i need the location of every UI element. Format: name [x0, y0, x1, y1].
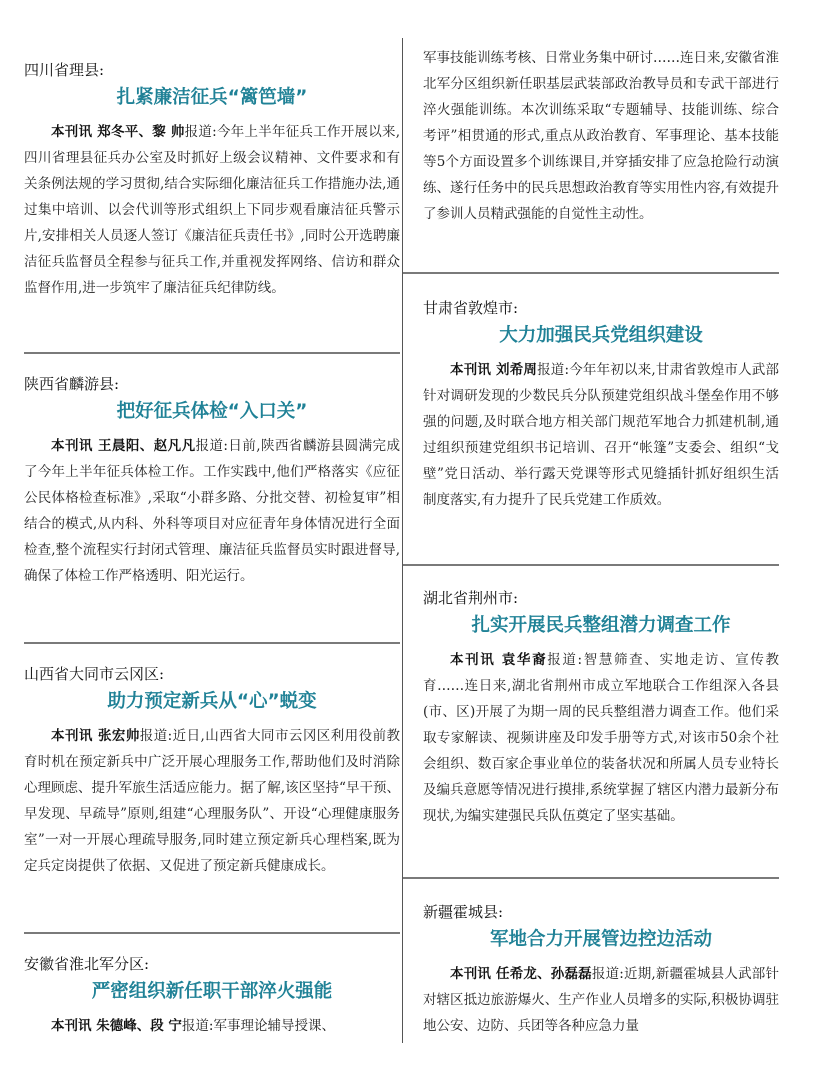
- article-body: [423, 45, 779, 227]
- article-yungang: [24, 664, 400, 879]
- article-body: [24, 433, 400, 589]
- article-body: [423, 961, 779, 1039]
- article-linyou: [24, 374, 400, 589]
- article-text: 报道:今年年初以来,甘肃省敦煌市人武部针对调研发现的少数民兵分队预建党组织战斗堡垒作用不够强的问题,及时联合地方相关部门规范军地合力抓建机制,通过组织预建党组织书记培训、召开“帐篷”支委会、组织“戈壁”党日活动、举行露天党课等形式见缝插针抓好组织生活制度落实,有力提升了民兵党建工作质效。: [423, 362, 779, 508]
- article-headline: 把好征兵体检“入口关”: [116, 401, 308, 422]
- section-divider: [24, 932, 400, 934]
- region-label: 甘肃省敦煌市:: [423, 299, 519, 317]
- article-byline: 本刊讯 刘希周: [450, 362, 538, 378]
- article-headline: 军地合力开展管边控边活动: [489, 929, 712, 950]
- article-byline: 本刊讯 张宏帅: [51, 728, 140, 744]
- article-text: 报道:今年上半年征兵工作开展以来,四川省理县征兵办公室及时抓好上级会议精神、文件要求和有关条例法规的学习贯彻,结合实际细化廉洁征兵工作措施办法,通过集中培训、以会代训等形式组织上下同步观看廉洁征兵警示片,安排相关人员逐人签订《廉洁征兵责任书》,同时公开选聘廉洁征兵监督员全程参与征兵工作,并重视发挥网络、信访和群众监督作用,进一步筑牢了廉洁征兵纪律防线。: [24, 124, 400, 296]
- region-label: 陕西省麟游县:: [24, 375, 120, 393]
- section-divider: [403, 272, 779, 274]
- column-divider: [402, 38, 403, 1043]
- article-headline: 严密组织新任职干部淬火强能: [91, 981, 333, 1002]
- article-byline: 本刊讯 袁华裔: [450, 652, 548, 668]
- region-label: 湖北省荆州市:: [423, 589, 519, 607]
- section-divider: [24, 642, 400, 644]
- section-divider: [24, 352, 400, 354]
- article-dunhuang: [423, 298, 779, 513]
- region-label: 新疆霍城县:: [423, 903, 504, 921]
- region-label: 四川省理县:: [24, 61, 105, 79]
- article-text: 报道:军事理论辅导授课、: [181, 1018, 335, 1034]
- article-byline: 本刊讯 朱德峰、段 宁: [51, 1018, 182, 1034]
- article-text: 报道:日前,陕西省麟游县圆满完成了今年上半年征兵体检工作。工作实践中,他们严格落实《应征公民体格检查标准》,采取“小群多路、分批交替、初检复审”相结合的模式,从内科、外科等项目对应征青年身体情况进行全面检查,整个流程实行封闭式管理、廉洁征兵监督员实时跟进督导,确保了体检工作严格透明、阳光运行。: [24, 438, 400, 584]
- article-byline: 本刊讯 王晨阳、赵凡凡: [51, 438, 196, 454]
- region-label: 安徽省淮北军分区:: [24, 955, 150, 973]
- article-huaibei-continued: [423, 45, 779, 227]
- article-body: [24, 119, 400, 301]
- article-headline: 大力加强民兵党组织建设: [499, 325, 703, 346]
- article-text: 报道:近日,山西省大同市云冈区利用役前教育时机在预定新兵中广泛开展心理服务工作,帮助他们及时消除心理顾虑、提升军旅生活适应能力。据了解,该区坚持“早干预、早发现、早疏导”原则,组建“心理服务队”、开设“心理健康服务室”一对一开展心理疏导服务,同时建立预定新兵心理档案,既为定兵定岗提供了依据、又促进了预定新兵健康成长。: [24, 728, 401, 874]
- article-headline: 助力预定新兵从“心”蜕变: [107, 691, 317, 712]
- article-text: 军事技能训练考核、日常业务集中研讨……连日来,安徽省淮北军分区组织新任职基层武装部政治教导员和专武干部进行淬火强能训练。本次训练采取“专题辅导、技能训练、综合考评”相贯通的形式,重点从政治教育、军事理论、基本技能等5个方面设置多个训练课目,并穿插安排了应急抢险行动演练、遂行任务中的民兵思想政治教育等实用性内容,有效提升了参训人员精武强能的自觉性主动性。: [423, 50, 779, 222]
- article-huocheng: [423, 902, 779, 1039]
- region-label: 山西省大同市云冈区:: [24, 665, 165, 683]
- article-headline: 扎紧廉洁征兵“篱笆墙”: [116, 87, 308, 108]
- article-text: 报道:智慧筛查、实地走访、宣传教育……连日来,湖北省荆州市成立军地联合工作组深入各县(市、区)开展了为期一周的民兵整组潜力调查工作。他们采取专家解读、视频讲座及印发手册等方式,对该市50余个社会组织、数百家企事业单位的装备状况和所属人员专业特长及编兵意愿等情况进行摸排,系统掌握了辖区内潜力最新分布现状,为编实建强民兵队伍奠定了坚实基础。: [423, 652, 779, 824]
- article-byline: 本刊讯 任希龙、孙磊磊: [450, 966, 592, 982]
- article-byline: 本刊讯 郑冬平、黎 帅: [51, 124, 185, 140]
- article-jingzhou: [423, 588, 779, 829]
- section-divider: [403, 564, 779, 566]
- article-body: [24, 723, 400, 879]
- article-text: 报道:近期,新疆霍城县人武部针对辖区抵边旅游爆火、生产作业人员增多的实际,积极协调驻地公安、边防、兵团等各种应急力量: [423, 966, 780, 1034]
- article-headline: 扎实开展民兵整组潜力调查工作: [471, 615, 731, 636]
- article-lixian: [24, 60, 400, 301]
- article-body: [24, 1013, 400, 1039]
- article-huaibei: [24, 954, 400, 1039]
- article-body: [423, 647, 779, 829]
- article-body: [423, 357, 779, 513]
- section-divider: [403, 877, 779, 879]
